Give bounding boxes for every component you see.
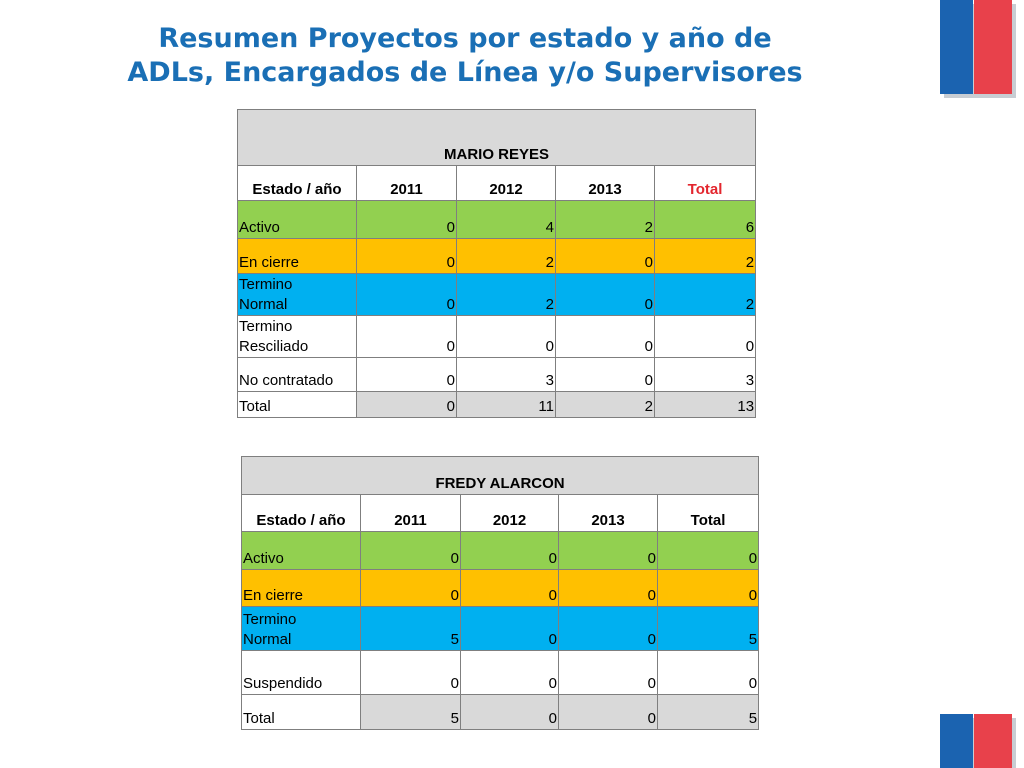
cell-2011: 0	[357, 201, 457, 239]
cell-2013: 0	[556, 316, 655, 358]
row-label: En cierre	[242, 570, 361, 607]
column-header-2011: 2011	[357, 166, 457, 201]
cell-2013: 2	[556, 201, 655, 239]
column-header-estado: Estado / año	[238, 166, 357, 201]
cell-2011: 0	[357, 316, 457, 358]
cell-2013: 0	[559, 695, 658, 730]
cell-2012: 0	[461, 570, 559, 607]
cell-2012: 2	[457, 274, 556, 316]
cell-2013: 0	[559, 570, 658, 607]
cell-2011: 5	[361, 607, 461, 651]
table-row	[242, 532, 759, 570]
cell-total: 6	[655, 201, 756, 239]
table-row	[238, 316, 756, 358]
row-label-line-2: Resciliado	[239, 338, 309, 355]
flag-logo-bottom	[940, 714, 1016, 768]
cell-2013: 0	[556, 274, 655, 316]
cell-2012: 0	[457, 316, 556, 358]
cell-total: 0	[658, 532, 759, 570]
slide-title-line-2: ADLs, Encargados de Línea y/o Supervisores	[127, 57, 803, 88]
row-label: Activo	[242, 532, 361, 570]
row-label: Activo	[238, 201, 357, 239]
table-row-total	[238, 392, 756, 418]
table-row	[238, 358, 756, 392]
cell-2012: 11	[457, 392, 556, 418]
cell-total: 2	[655, 239, 756, 274]
row-label	[242, 607, 361, 651]
table-row	[242, 607, 759, 651]
cell-total: 0	[658, 651, 759, 695]
row-label: Suspendido	[242, 651, 361, 695]
row-label-line-1: Termino	[243, 611, 297, 628]
table-row	[238, 201, 756, 239]
table-row	[238, 274, 756, 316]
table-fredy-alarcon	[241, 456, 759, 730]
table-row	[238, 239, 756, 274]
cell-2012: 2	[457, 239, 556, 274]
cell-2011: 0	[357, 274, 457, 316]
column-header-2012: 2012	[461, 495, 559, 532]
table-mario-reyes	[237, 109, 756, 418]
row-label	[238, 316, 357, 358]
cell-2013: 2	[556, 392, 655, 418]
cell-total: 5	[658, 607, 759, 651]
cell-2012: 4	[457, 201, 556, 239]
column-header-2013: 2013	[559, 495, 658, 532]
row-label: Total	[242, 695, 361, 730]
cell-2011: 0	[361, 570, 461, 607]
column-header-estado: Estado / año	[242, 495, 361, 532]
row-label-line-2: Normal	[243, 631, 292, 648]
row-label-line-1: Termino	[239, 276, 293, 293]
table-row-total	[242, 695, 759, 730]
row-label: En cierre	[238, 239, 357, 274]
row-label: No contratado	[238, 358, 357, 392]
cell-total: 0	[658, 570, 759, 607]
table-row	[242, 651, 759, 695]
cell-2012: 3	[457, 358, 556, 392]
cell-2013: 0	[556, 358, 655, 392]
cell-2011: 0	[357, 392, 457, 418]
row-label: Total	[238, 392, 357, 418]
table-title: MARIO REYES	[238, 110, 756, 166]
column-header-2012: 2012	[457, 166, 556, 201]
row-label-line-2: Normal	[239, 296, 288, 313]
cell-2013: 0	[559, 532, 658, 570]
cell-total: 3	[655, 358, 756, 392]
cell-total: 5	[658, 695, 759, 730]
cell-2011: 0	[361, 532, 461, 570]
cell-2011: 0	[357, 358, 457, 392]
cell-total: 0	[655, 316, 756, 358]
column-header-2011: 2011	[361, 495, 461, 532]
cell-2013: 0	[559, 607, 658, 651]
cell-2012: 0	[461, 607, 559, 651]
column-header-total: Total	[655, 166, 756, 201]
cell-2013: 0	[556, 239, 655, 274]
cell-2012: 0	[461, 651, 559, 695]
cell-total: 2	[655, 274, 756, 316]
column-header-total: Total	[658, 495, 759, 532]
column-header-2013: 2013	[556, 166, 655, 201]
cell-2011: 0	[357, 239, 457, 274]
flag-logo-top	[940, 0, 1016, 98]
cell-2011: 0	[361, 651, 461, 695]
cell-total: 13	[655, 392, 756, 418]
table-row	[242, 570, 759, 607]
cell-2011: 5	[361, 695, 461, 730]
cell-2012: 0	[461, 532, 559, 570]
cell-2012: 0	[461, 695, 559, 730]
slide-title-line-1: Resumen Proyectos por estado y año de	[158, 23, 772, 54]
table-title: FREDY ALARCON	[242, 457, 759, 495]
slide-title	[0, 22, 930, 90]
row-label-line-1: Termino	[239, 318, 293, 335]
row-label	[238, 274, 357, 316]
cell-2013: 0	[559, 651, 658, 695]
